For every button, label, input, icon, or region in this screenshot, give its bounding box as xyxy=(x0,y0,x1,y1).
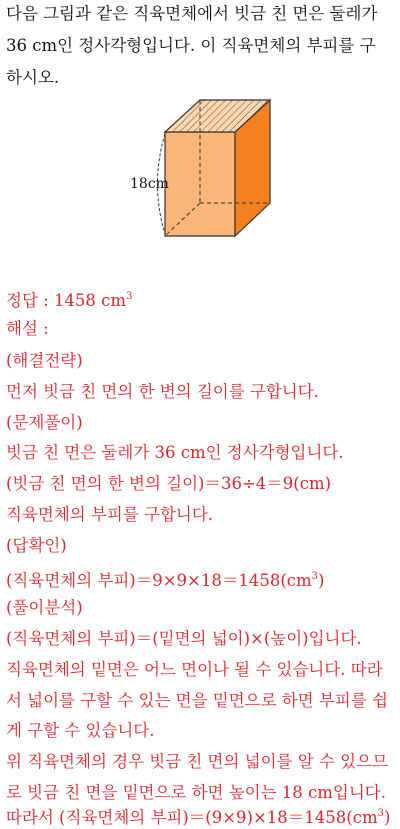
solution-line-15: 로 빗금 친 면을 밑면으로 하면 높이는 18 cm입니다. xyxy=(6,783,386,802)
question-line-2: 36 cm인 정사각형입니다. 이 직육면체의 부피를 구 xyxy=(6,36,376,55)
solution-line-8 xyxy=(6,566,324,592)
solution-line-14: 위 직육면체의 경우 빗금 친 면의 넓이를 알 수 있으므 xyxy=(6,752,388,771)
answer-label: 정답 : xyxy=(6,291,49,310)
solution-line-16 xyxy=(6,803,390,829)
solution-line-2: 먼저 빗금 친 면의 한 변의 길이를 구합니다. xyxy=(6,382,319,401)
solution-line-11: 직육면체의 밑면은 어느 면이나 될 수 있습니다. 따라 xyxy=(6,660,383,679)
solution-line-3: (문제풀이) xyxy=(6,413,83,432)
solution-line-12: 서 넓이를 구할 수 있는 면을 밑면으로 하면 부피를 쉽 xyxy=(6,691,388,710)
question-line-1: 다음 그림과 같은 직육면체에서 빗금 친 면은 둘레가 xyxy=(6,4,378,23)
solution-line-9: (풀이분석) xyxy=(6,598,83,617)
answer-value: 1458 cm xyxy=(53,291,127,310)
solution-line-8-text: (직육면체의 부피)＝9×9×18＝1458(cm xyxy=(6,571,312,590)
solution-line-1: (해결전략) xyxy=(6,351,83,370)
solution-line-6: 직육면체의 부피를 구합니다. xyxy=(6,505,214,524)
solution-header: 해설 : xyxy=(6,319,49,338)
cuboid-figure xyxy=(120,93,280,243)
answer-line xyxy=(6,286,132,312)
question-line-3: 하시오. xyxy=(6,68,60,87)
solution-line-8-exponent: 3 xyxy=(311,571,319,582)
solution-line-5: (빗금 친 면의 한 변의 길이)＝36÷4＝9(cm) xyxy=(6,474,332,493)
solution-line-8-close: ) xyxy=(318,571,325,590)
height-label: 18cm xyxy=(130,176,169,192)
answer-exponent: 3 xyxy=(126,291,133,302)
solution-line-7: (답확인) xyxy=(6,536,67,555)
solution-line-13: 게 구할 수 있습니다. xyxy=(6,721,155,740)
solution-line-4: 빗금 친 면은 둘레가 36 cm인 정사각형입니다. xyxy=(6,443,344,462)
solution-line-16-exponent: 3 xyxy=(377,808,384,819)
solution-line-16-text: 따라서 (직육면체의 부피)＝(9×9)×18＝1458(cm xyxy=(6,808,378,827)
solution-line-10: (직육면체의 부피)＝(밑면의 넓이)×(높이)입니다. xyxy=(6,629,362,648)
solution-line-16-close: ) xyxy=(383,808,391,827)
